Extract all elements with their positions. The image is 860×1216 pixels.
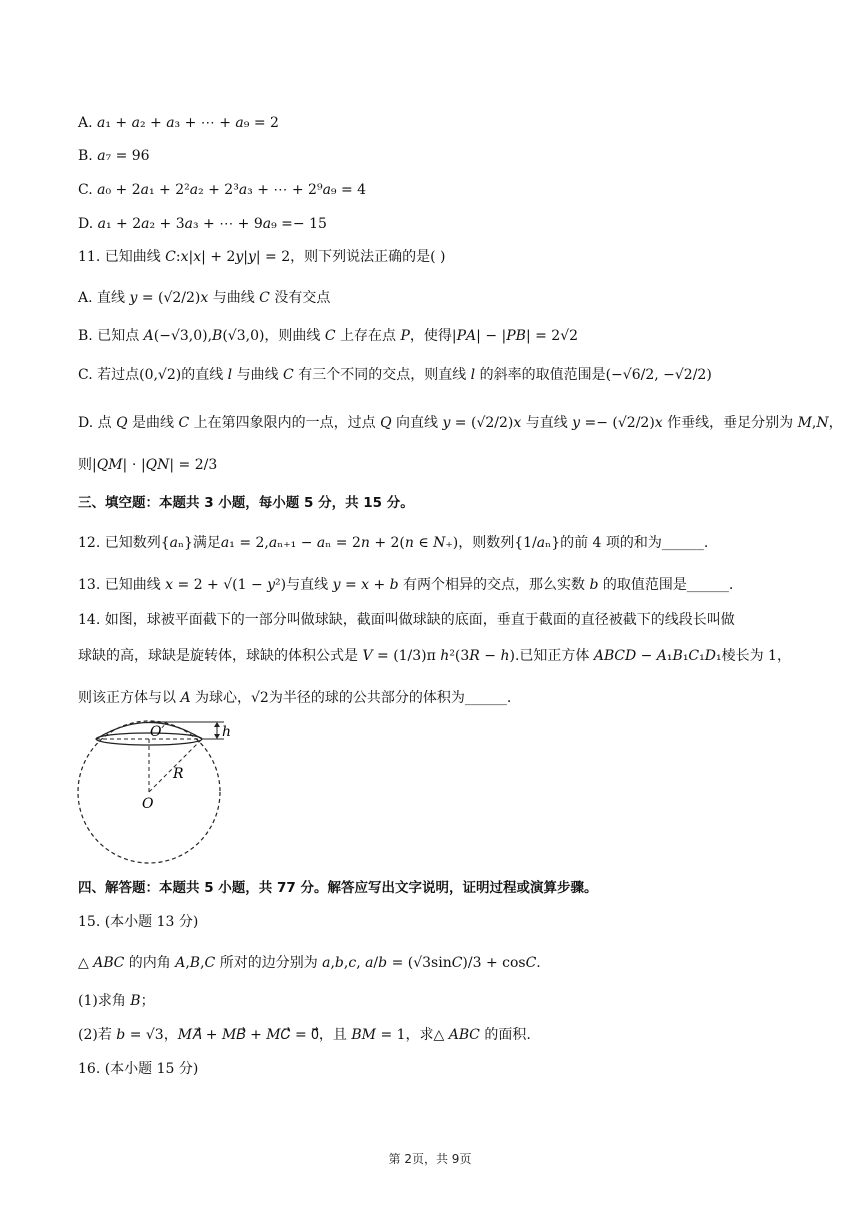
- option-b-q11: B. 已知点 𝐴(−√3,0),𝐵(√3,0)，则曲线 𝐶 上存在点 𝑃，使得|𝑃𝐴| − |𝑃𝐵| = 2√2: [78, 328, 579, 344]
- label-o-prime: O′: [150, 724, 165, 740]
- option-c-q10: C. 𝑎₀ + 2𝑎₁ + 2²𝑎₂ + 2³𝑎₃ + ⋯ + 2⁹𝑎₉ = 4: [78, 182, 367, 198]
- question-16-header: 16. (本小题 15 分): [78, 1061, 199, 1077]
- question-13: 13. 已知曲线 𝑥 = 2 + √(1 − 𝑦²)与直线 𝑦 = 𝑥 + 𝑏 有两个相异的交点，那么实数 𝑏 的取值范围是______.: [78, 577, 734, 593]
- cap-top-arc: [96, 723, 202, 740]
- section-heading-fill-in: 三、填空题：本题共 3 小题，每小题 5 分，共 15 分。: [78, 495, 414, 511]
- question-14-cont1: 球缺的高，球缺是旋转体，球缺的体积公式是 𝑉 = (1/3)π ℎ²(3𝑅 − ℎ).已知正方体 𝐴𝐵𝐶𝐷 − 𝐴₁𝐵₁𝐶₁𝐷₁棱长为 1，: [78, 648, 791, 664]
- question-15-part1: (1)求角 𝐵；: [78, 993, 155, 1009]
- question-15-header: 15. (本小题 13 分): [78, 914, 199, 930]
- label-r: R: [173, 766, 184, 782]
- option-d-q10: D. 𝑎₁ + 2𝑎₂ + 3𝑎₃ + ⋯ + 9𝑎₉ =− 15: [78, 216, 327, 232]
- question-14: 14. 如图，球被平面截下的一部分叫做球缺，截面叫做球缺的底面，垂直于截面的直径被截下的线段长叫做: [78, 612, 735, 628]
- option-b-q10: B. 𝑎₇ = 96: [78, 148, 150, 164]
- sphere-cap-figure: [74, 712, 254, 867]
- question-15-part2: (2)若 𝑏 = √3，𝑀𝐴⃗ + 𝑀𝐵⃗ + 𝑀𝐶⃗ = 0⃗，且 𝐵𝑀 = 1，求△ 𝐴𝐵𝐶 的面积.: [78, 1027, 531, 1043]
- height-arrow-head-top: [214, 722, 220, 727]
- section-heading-solutions: 四、解答题：本题共 5 小题，共 77 分。解答应写出文字说明，证明过程或演算步骤。: [78, 880, 598, 896]
- label-h: h: [222, 724, 232, 740]
- option-d-q11: D. 点 𝑄 是曲线 𝐶 上在第四象限内的一点，过点 𝑄 向直线 𝑦 = (√2/2)𝑥 与直线 𝑦 =− (√2/2)𝑥 作垂线，垂足分别为 𝑀,𝑁，: [78, 415, 843, 431]
- option-a-q10: A. 𝑎₁ + 𝑎₂ + 𝑎₃ + ⋯ + 𝑎₉ = 2: [78, 115, 279, 131]
- question-15-body: △ 𝐴𝐵𝐶 的内角 𝐴,𝐵,𝐶 所对的边分别为 𝑎,𝑏,𝑐, 𝑎/𝑏 = (√3sin𝐶)/3 + cos𝐶.: [78, 955, 541, 971]
- question-14-cont2: 则该正方体与以 𝐴 为球心，√2为半径的球的公共部分的体积为______.: [78, 690, 512, 706]
- label-o: O: [142, 796, 154, 812]
- page-footer: 第 2页，共 9页: [388, 1152, 472, 1166]
- height-arrow-head-bottom: [214, 734, 220, 739]
- option-a-q11: A. 直线 𝑦 = (√2/2)𝑥 与曲线 𝐶 没有交点: [78, 290, 331, 306]
- option-c-q11: C. 若过点(0,√2)的直线 𝑙 与曲线 𝐶 有三个不同的交点，则直线 𝑙 的斜率的取值范围是(−√6/2, −√2/2): [78, 367, 712, 383]
- question-11: 11. 已知曲线 𝐶:𝑥|𝑥| + 2𝑦|𝑦| = 2，则下列说法正确的是( ): [78, 249, 446, 265]
- question-12: 12. 已知数列{𝑎ₙ}满足𝑎₁ = 2,𝑎ₙ₊₁ − 𝑎ₙ = 2𝑛 + 2(𝑛 ∈ 𝑁₊)，则数列{1/𝑎ₙ}的前 4 项的和为______.: [78, 535, 709, 551]
- option-d-q11-cont: 则|𝑄𝑀| ⋅ |𝑄𝑁| = 2/3: [78, 457, 218, 473]
